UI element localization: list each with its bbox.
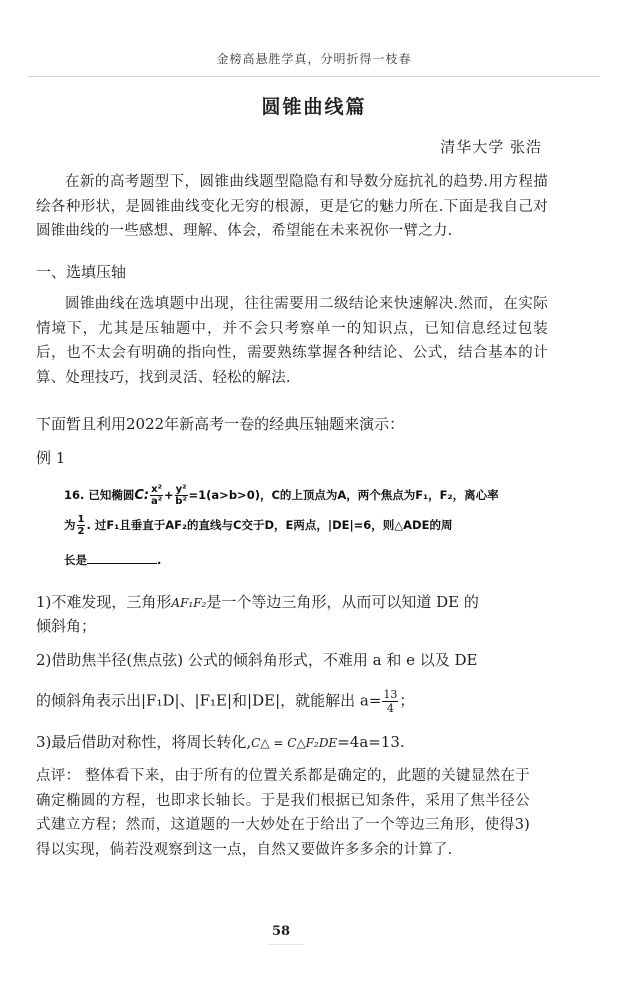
comment-paragraph: 点评： 整体看下来，由于所有的位置关系都是确定的，此题的关键显然在于确定椭圆的方程，也即求长轴长。于是我们根据已知条件，采用了焦半径公式建立方程；然而，这道题的一大妙处在于给出了一个等边三角形，使得3)得以实现，倘若没观察到这一点，自然又要做许多多余的计算了.	[36, 768, 530, 858]
section-body-paragraph: 圆锥曲线在选填题中出现，往往需要用二级结论来快速解决.然而，在实际情境下，尤其是压轴题中，并不会只考察单一的知识点，已知信息经过包装后，也不太会有明确的指向性，需要熟练掌握各种结论、公式，结合基本的计算、处理技巧，找到灵活、轻松的解法.	[36, 296, 548, 386]
example-label: 例 1	[36, 449, 66, 467]
fraction-one-half: $\frac{1}{2}$	[77, 514, 85, 537]
intro-paragraph: 在新的高考题型下，圆锥曲线题型隐隐有和导数分庭抗礼的趋势.用方程描绘各种形状，是圆锥曲线变化无穷的根源，更是它的魅力所在.下面是我自己对圆锥曲线的一些感想、理解、体会，希望能在未来祝你一臂之力.	[36, 174, 548, 239]
footer-mark	[268, 944, 304, 949]
fraction-13-4: $\frac{13}{4}$	[383, 688, 398, 715]
step-2-line-2: 的倾斜角表示出|F₁D|、|F₁E|和|DE|，就能解出 a= $\frac{13}{4}$ ；	[36, 688, 415, 715]
page-title: 圆锥曲线篇	[261, 96, 367, 118]
problem-line-3: 长是 .	[64, 553, 162, 567]
section-heading: 一、选填压轴	[36, 263, 127, 281]
problem-line-2: 为 $\frac{1}{2}$ . 过F₁且垂直于AF₂的直线与C交于D，E两点，|DE|=6，则△ADE的周	[64, 514, 453, 537]
step-1-line-1: 1)不难发现，三角形AF₁F₂是一个等边三角形，从而可以知道 DE 的	[36, 593, 479, 611]
fraction-x2-a2: $\frac{\text{x²}}{\text{a²}}$	[150, 484, 163, 507]
answer-blank	[87, 552, 157, 564]
author-line: 清华大学 张浩	[440, 138, 542, 156]
fraction-y2-b2: $\frac{\text{y²}}{\text{b²}}$	[175, 484, 187, 507]
header-divider	[28, 76, 600, 77]
demo-intro-line: 下面暂且利用2022年新高考一卷的经典压轴题来演示：	[36, 415, 405, 433]
header-motto: 金榜高悬胜学真，分明折得一枝春	[216, 52, 412, 66]
step-2-line-1: 2)借助焦半径(焦点弦) 公式的倾斜角形式，不难用 a 和 e 以及 DE	[36, 651, 478, 669]
problem-line-1: 16. 已知椭圆C: $\frac{\text{x²}}{\text{a²}}$ + $\frac{\text{y²}}{\text{b²}}$ =1(a>b>0)，C的上顶点为A，两个焦点为F₁，F₂，离心率	[64, 484, 499, 507]
step-1-line-2: 倾斜角；	[36, 617, 97, 635]
step-3-line: 3)最后借助对称性，将周长转化,C△ = C△F₂DE=4a=13.	[36, 733, 405, 751]
page-number: 58	[272, 924, 291, 939]
